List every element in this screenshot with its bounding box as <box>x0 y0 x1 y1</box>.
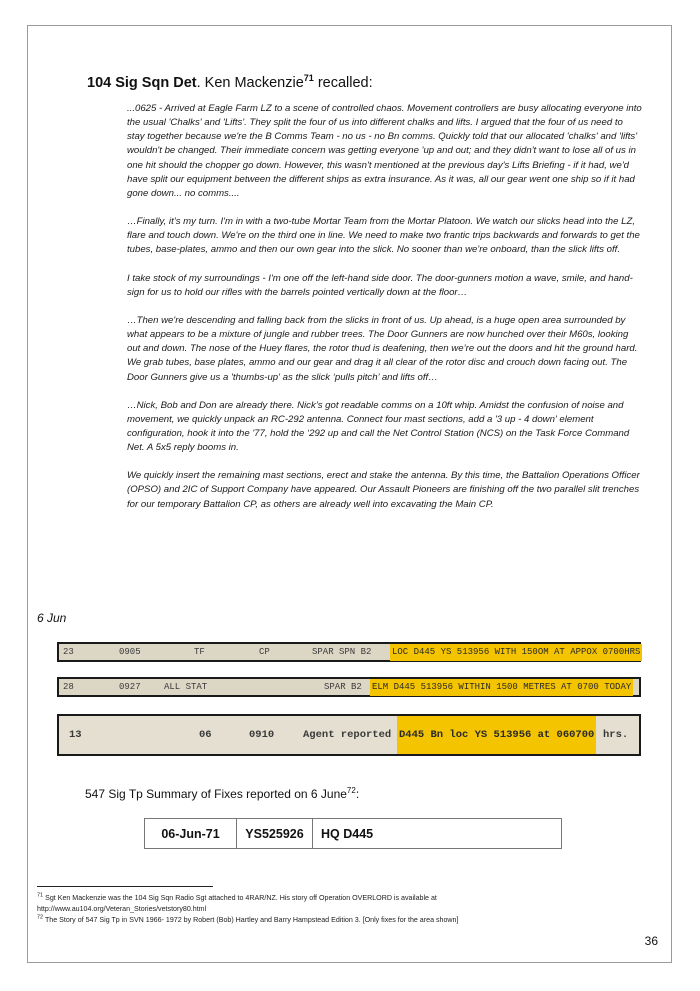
log-entry-image-3 <box>57 714 641 756</box>
log-entry-image-2 <box>57 677 641 697</box>
summary-title: 547 Sig Tp Summary of Fixes reported on 6 June <box>85 787 347 801</box>
footnote-ref-71: 71 <box>303 73 314 84</box>
footnote-ref-72: 72 <box>346 786 356 795</box>
log-text-suffix: hrs. <box>603 729 629 741</box>
fixes-table <box>144 818 562 849</box>
fix-grid-cell: YS525926 <box>237 819 313 849</box>
footnote <box>37 893 657 904</box>
quote-paragraph: ...0625 - Arrived at Eagle Farm LZ to a scene of controlled chaos. Movement controllers are busy allocating everyone into the usual 'Chalks' and 'Lifts'. They split the four of us into different chalks and lifts. I argued that the four of us need to stay together because we're the B Comms Team - no us - no Bn comms. Quickly told that our allocated 'chalks' and 'lifts' wouldn't be changed. Their immediate concern was getting everyone 'up and out; and they didn't want to lose all of us in one hit should the chopper go down. However, this wasn't mentioned at the previous day's Lifts Briefing - if it had, we'd have split our equipment between the different ships as extra insurance. As it was, all our gear went one ship so if it had gone down... no comms.... <box>127 103 642 199</box>
heading-unit: 104 Sig Sqn Det <box>87 75 197 91</box>
footnote-text: The Story of 547 Sig Tp in SVN 1966- 1972 by Robert (Bob) Hartley and Barry Hampstead Edition 3. [Only fixes for the area shown] <box>43 916 459 925</box>
quote-paragraph: I take stock of my surroundings - I'm one off the left-hand side door. The door-gunners motion a wave, smile, and hand-sign for us to hold our rifles with the barrels pointed vertically down at the floor… <box>127 272 633 298</box>
log-entry-image-1 <box>57 642 641 662</box>
fix-date-cell: 06-Jun-71 <box>145 819 237 849</box>
quote-paragraph: …Nick, Bob and Don are already there. Nick’s got readable comms on a 10ft whip. Amidst the confusion of noise and movement, we quickly unpack an RC-292 antenna. Connect four mast sections, add a '3 up - 4 down' element configuration, hook it into the '77, hold the ‘292 up and call the Net Control Station (NCS) on the Task Force Command Net. A 5x5 reply booms in. <box>127 399 630 454</box>
log-precedence: SPAR B2 <box>324 682 362 692</box>
footnote-divider <box>37 886 213 887</box>
footnote <box>37 915 657 926</box>
footnote-number: 72 <box>37 915 44 922</box>
log-time: 0905 <box>119 647 141 657</box>
date-label: 6 Jun <box>37 611 67 625</box>
log-from: TF <box>194 647 205 657</box>
log-serial: 23 <box>63 647 74 657</box>
quote-paragraph: …Finally, it’s my turn. I'm in with a two-tube Mortar Team from the Mortar Platoon. We watch our slicks head into the LZ, flare and touch down. We're on the third one in line. We need to make two frantic trips backwards and forwards to get the tubes, base-plates, ammo and then our own gear into the slick. No sooner than we're onboard, than the slick lifts off. <box>127 216 640 256</box>
summary-heading <box>85 787 359 801</box>
page-number: 36 <box>644 934 658 948</box>
log-day: 06 <box>199 729 212 741</box>
recollection-quote <box>127 102 643 526</box>
quote-paragraph: …Then we're descending and falling back from the slicks in front of us. Up ahead, is a huge open area surrounded by what appears to be a mixture of jungle and rubber trees. The Door Gunners are now hunched over their M60s, looking out and down. The nose of the Huey flares, the rotor thud is deafening, then we’re out the doors and hit the ground hard. We grab tubes, base plates, ammo and our gear and drag it all clear of the rotor disc and crouch down facing out. The Door Gunners give us a 'thumbs-up' as the slick ‘pulls pitch’ and lifts off… <box>127 314 638 383</box>
log-serial: 13 <box>69 729 82 741</box>
log-time: 0927 <box>119 682 141 692</box>
footnote-text: Sgt Ken Mackenzie was the 104 Sig Sqn Radio Sgt attached to 4RAR/NZ. His story off Operation OVERLORD is available at <box>43 894 437 902</box>
log-text-prefix: Agent reported <box>303 729 392 741</box>
fix-unit-cell: HQ D445 <box>313 819 562 849</box>
heading-suffix: recalled: <box>313 75 373 91</box>
section-heading <box>87 75 373 91</box>
log-highlighted-location: ELM D445 513956 WITHIN 1500 METRES AT 0700 TODAY <box>370 679 633 696</box>
table-row <box>145 819 562 849</box>
summary-suffix: : <box>355 787 360 801</box>
log-highlighted-location: D445 Bn loc YS 513956 at 060700 <box>397 716 596 754</box>
log-serial: 28 <box>63 682 74 692</box>
log-to: ALL STAT <box>164 682 208 692</box>
log-highlighted-location: LOC D445 YS 513956 WITH 150OM AT APPOX 0700HRS <box>390 644 642 661</box>
footnote-link[interactable]: http://www.au104.org/Veteran_Stories/vetstory80.html <box>37 905 207 914</box>
log-time: 0910 <box>249 729 275 741</box>
heading-text: . Ken Mackenzie <box>196 75 304 91</box>
log-to: CP <box>259 647 270 657</box>
log-precedence: SPAR SPN B2 <box>312 647 372 657</box>
footnotes <box>37 893 657 927</box>
footnote-number: 71 <box>37 892 44 899</box>
quote-paragraph: We quickly insert the remaining mast sections, erect and stake the antenna. By this time, the Battalion Operations Officer (OPSO) and 2IC of Support Company have appeared. Our Assault Pioneers are finishing off the two parallel slit trenches for our temporary Battalion CP, as others are already well into excavating the Main CP. <box>127 470 640 510</box>
